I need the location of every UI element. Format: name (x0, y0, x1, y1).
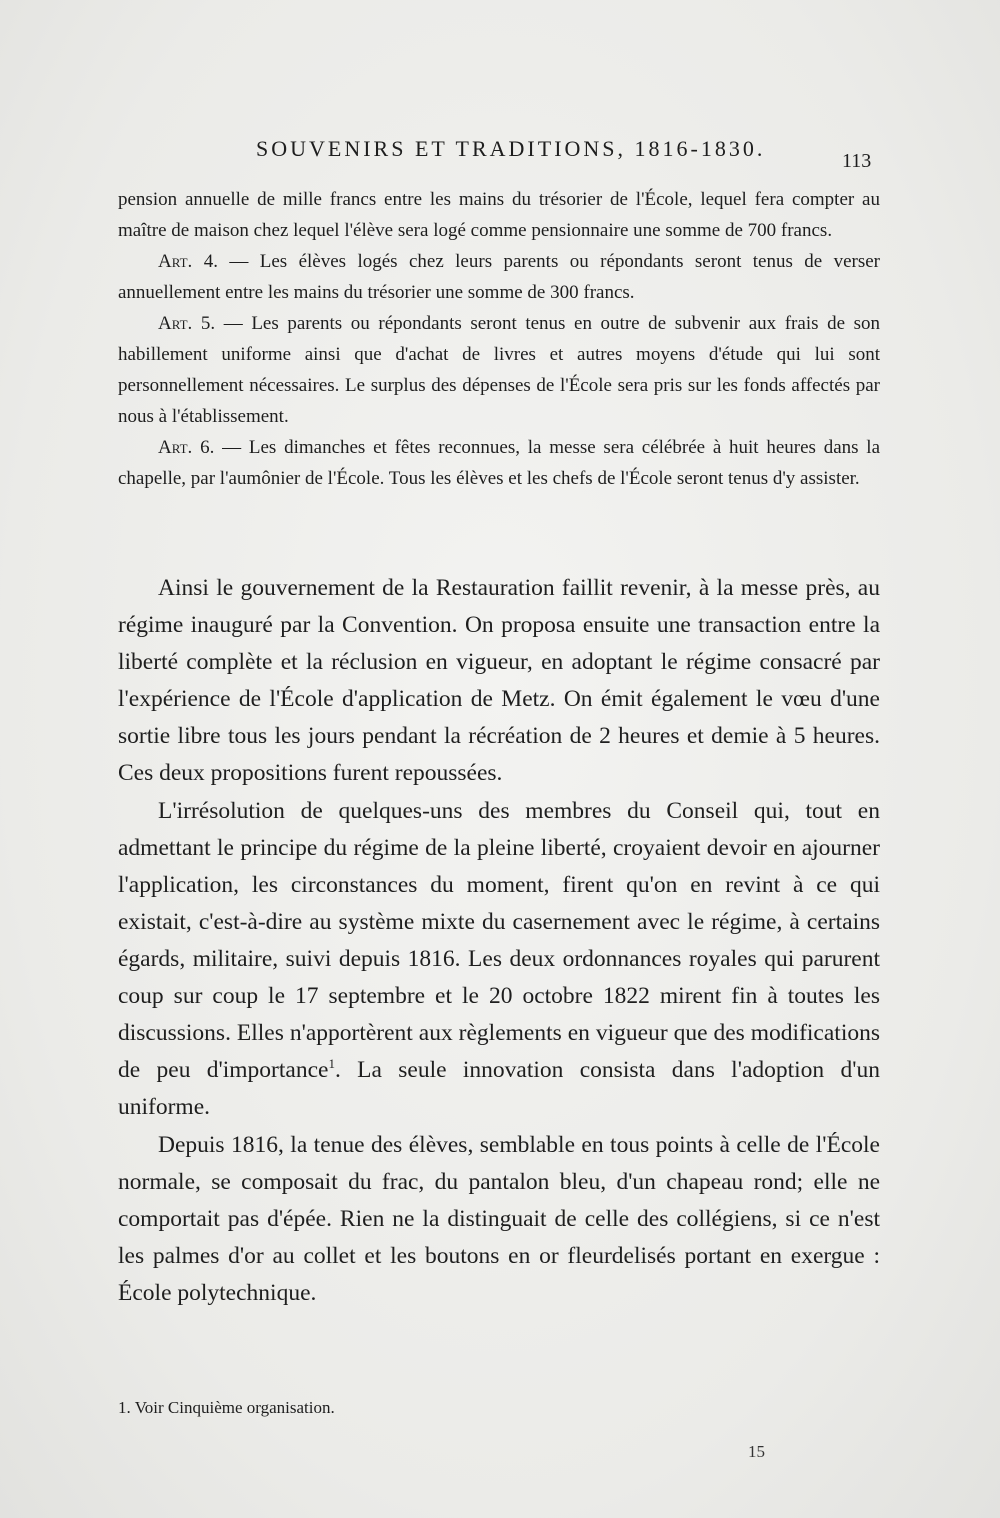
page-header (0, 136, 1000, 176)
article-text: — Les parents ou répondants seront tenus en outre de subvenir aux frais de son habillement uniforme ainsi que d'achat de livres et autres moyens d'étude qui lui sont personnellement nécessaires. Le surplus des dépenses de l'École sera pris sur les fonds affectés par nous à l'établissement. (118, 313, 880, 427)
article-continuation (118, 184, 880, 246)
article-5 (118, 308, 880, 432)
article-text: — Les élèves logés chez leurs parents ou répondants seront tenus de verser annuellement entre les mains du trésorier une somme de 300 francs. (118, 251, 880, 303)
article-label: Art. 6. (158, 437, 215, 458)
page-number: 113 (842, 150, 872, 172)
article-4 (118, 246, 880, 308)
signature-mark: 15 (748, 1442, 765, 1461)
running-title: SOUVENIRS ET TRADITIONS, 1816-1830. (256, 136, 766, 161)
article-6 (118, 432, 880, 494)
paragraph-2-end: . La seule innovation consista dans l'adoption d'un uniforme. (118, 1057, 880, 1120)
regulation-articles (118, 184, 880, 494)
footnote: 1. Voir Cinquième organisation. (118, 1398, 335, 1417)
article-label: Art. 5. (158, 313, 216, 334)
footnote-reference: 1 (328, 1056, 335, 1072)
paragraph-2 (118, 793, 880, 1126)
main-text (118, 570, 880, 1312)
paragraph-2-text: L'irrésolution de quelques-uns des membres du Conseil qui, tout en admettant le principe du régime de la pleine liberté, croyaient devoir en ajourner l'application, les circonstances du moment, firent qu'on en revint à ce qui existait, c'est-à-dire au système mixte du casernement avec le régime, à certains égards, militaire, suivi depuis 1816. Les deux ordonnances royales qui parurent coup sur coup le 17 septembre et le 20 octobre 1822 mirent fin à toutes les discussions. Elles n'apportèrent aux règlements en vigueur que des modifications de peu d'importance (118, 798, 880, 1083)
article-text: — Les dimanches et fêtes reconnues, la messe sera célébrée à huit heures dans la chapelle, par l'aumônier de l'École. Tous les élèves et les chefs de l'École seront tenus d'y assister. (118, 437, 881, 489)
paragraph-1: Ainsi le gouvernement de la Restauration faillit revenir, à la messe près, au régime inauguré par la Convention. On proposa ensuite une transaction entre la liberté complète et la réclusion en vigueur, en adoptant le régime consacré par l'expérience de l'École d'application de Metz. On émit également le vœu d'une sortie libre tous les jours pendant la récréation de 2 heures et demie à 5 heures. Ces deux propositions furent repoussées. (118, 575, 880, 786)
paragraph-3: Depuis 1816, la tenue des élèves, semblable en tous points à celle de l'École normale, se composait du frac, du pantalon bleu, d'un chapeau rond; elle ne comportait pas d'épée. Rien ne la distinguait de celle des collégiens, si ce n'est les palmes d'or au collet et les boutons en or fleurdelisés portant en exergue : École polytechnique. (118, 1132, 880, 1306)
article-label: Art. 4. (158, 251, 218, 272)
article-text: pension annuelle de mille francs entre les mains du trésorier de l'École, lequel fera compter au maître de maison chez lequel l'élève sera logé comme pensionnaire une somme de 700 francs. (118, 189, 880, 241)
